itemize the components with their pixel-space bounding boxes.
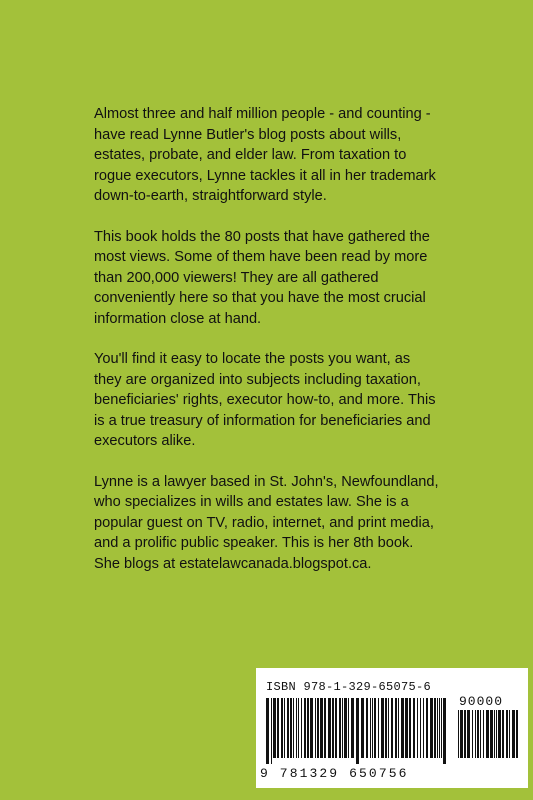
barcode-bar	[477, 710, 479, 758]
barcode-bar	[388, 698, 389, 758]
barcode-bar	[361, 698, 364, 758]
barcode-bar	[296, 698, 297, 758]
barcode-bar	[378, 698, 379, 758]
barcode-bar	[301, 698, 302, 758]
barcode-bar	[348, 698, 349, 758]
barcode-bar	[494, 710, 495, 758]
barcode-bar	[426, 698, 428, 758]
blurb-paragraph-3: You'll find it easy to locate the posts you want, as they are organized into subjects including taxation, beneficiaries' rights, executor how-to, and more. This is a true treasury of information for beneficiaries and executors alike.	[94, 351, 436, 449]
barcode-bar	[496, 710, 497, 758]
barcode-bar	[480, 710, 481, 758]
ean-barcode-bars	[264, 698, 450, 764]
barcode-bar	[287, 698, 289, 758]
ean-digits: 9 781329 650756	[260, 766, 409, 781]
barcode-bar	[483, 710, 484, 758]
barcode-bar	[516, 710, 518, 758]
barcode-bar	[391, 698, 393, 758]
barcode-bar	[430, 698, 433, 758]
barcode-bar	[372, 698, 373, 758]
barcode-bar	[405, 698, 408, 758]
barcode-bar	[317, 698, 319, 758]
barcode-bar	[502, 710, 504, 758]
barcode-bar	[339, 698, 341, 758]
barcode-bar	[506, 710, 508, 758]
barcode-bar	[293, 698, 294, 758]
price-barcode-bars	[456, 710, 520, 764]
barcode-bar	[434, 698, 436, 758]
barcode-bar	[310, 698, 313, 758]
barcode-bar	[458, 710, 459, 758]
barcode-bar	[320, 698, 323, 758]
blurb-paragraph-1: Almost three and half million people - and counting - have read Lynne Butler's blog posts about wills, estates, probate, and elder law. From taxation to rogue executors, Lynne tackles it all in her trademark down-to-earth, straightforward style.	[94, 106, 436, 204]
barcode-bar	[298, 698, 299, 758]
barcode-bar	[324, 698, 326, 758]
barcode-bar	[439, 698, 440, 758]
barcode-bar	[335, 698, 337, 758]
isbn-barcode-box	[256, 668, 528, 788]
barcode-bar	[356, 698, 359, 764]
barcode-bar	[460, 710, 463, 758]
barcode-bar	[398, 698, 399, 758]
barcode-bar	[370, 698, 371, 758]
blurb-paragraph-4: Lynne is a lawyer based in St. John's, Newfoundland, who specializes in wills and estates law. She is a popular guest on TV, radio, internet, and print media, and a prolific public speaker. This is her 8th book. She blogs at estatelawcanada.blogspot.ca.	[94, 473, 439, 572]
barcode-bar	[281, 698, 283, 758]
barcode-bar	[266, 698, 269, 764]
barcode-bar	[464, 710, 466, 758]
barcode-bar	[475, 710, 476, 758]
barcode-bar	[413, 698, 415, 758]
barcode-bar	[328, 698, 331, 758]
barcode-bar	[271, 698, 272, 764]
price-code: 90000	[459, 694, 504, 709]
barcode-bar	[437, 698, 438, 758]
barcode-bar	[273, 698, 276, 758]
barcode-bar	[381, 698, 384, 758]
barcode-bar	[467, 710, 470, 758]
barcode-bar	[420, 698, 421, 758]
isbn-label: ISBN 978-1-329-65075-6	[266, 680, 432, 694]
barcode-bar	[385, 698, 387, 758]
barcode-bar	[512, 710, 515, 758]
barcode-bar	[374, 698, 376, 758]
barcode-bar	[277, 698, 279, 758]
barcode-bar	[472, 710, 473, 758]
barcode-bar	[395, 698, 397, 758]
barcode-bar	[443, 698, 446, 764]
barcode-bar	[284, 698, 285, 758]
barcode-bar	[509, 710, 510, 758]
barcode-bar	[351, 698, 354, 758]
barcode-bar	[344, 698, 347, 758]
barcode-bar	[423, 698, 424, 758]
barcode-bar	[342, 698, 343, 758]
barcode-bar	[304, 698, 306, 758]
barcode-bar	[498, 710, 501, 758]
barcode-bar	[332, 698, 334, 758]
barcode-bar	[486, 710, 489, 758]
barcode-bar	[401, 698, 404, 758]
blurb-paragraph-2: This book holds the 80 posts that have gathered the most views. Some of them have been read by more than 200,000 viewers! They are all gathered conveniently here so that you have the most crucial information close at hand.	[94, 228, 430, 327]
barcode-bar	[409, 698, 411, 758]
barcode-bar	[490, 710, 493, 758]
barcode-bar	[366, 698, 368, 758]
barcode-bar	[315, 698, 316, 758]
barcode-bar	[290, 698, 292, 758]
barcode-bar	[307, 698, 309, 758]
barcode-bar	[417, 698, 418, 758]
back-cover-blurb	[94, 104, 514, 594]
barcode-bar	[441, 698, 442, 758]
